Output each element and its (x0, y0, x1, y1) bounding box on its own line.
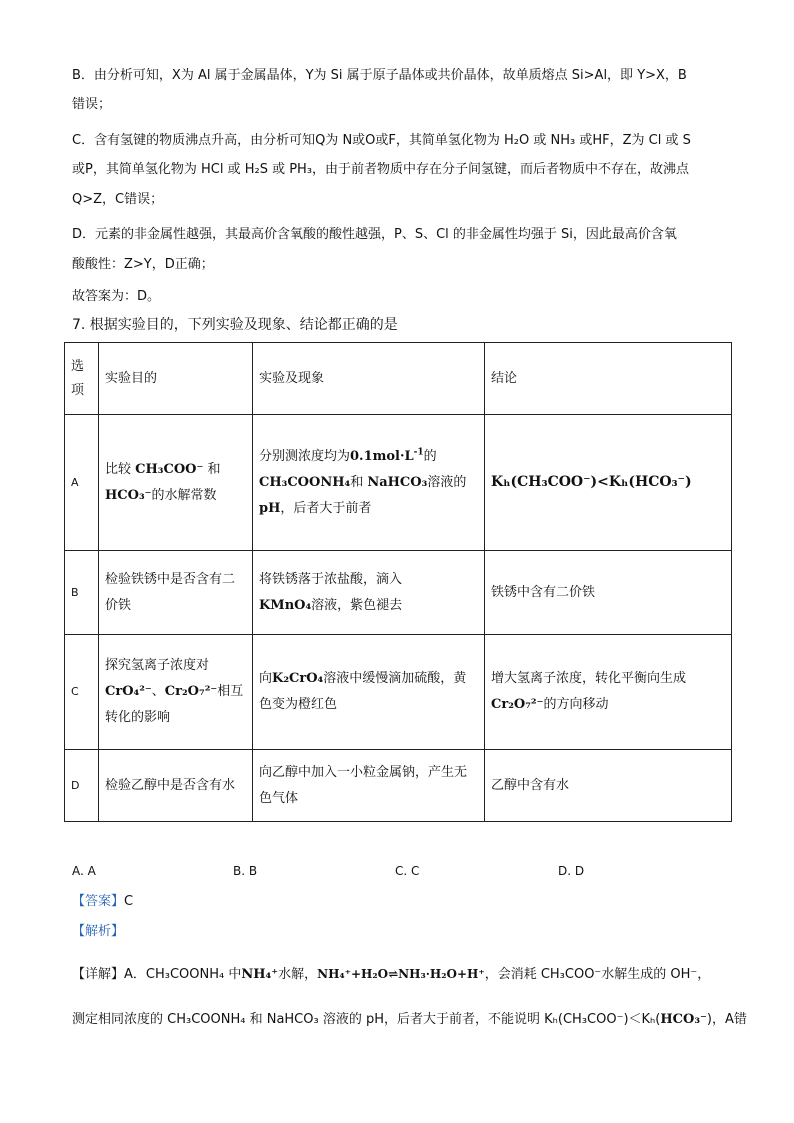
analysis-tag: 【解析】 (72, 924, 125, 939)
row-b-procedure (253, 551, 485, 635)
choice-c[interactable]: C. C (395, 864, 420, 878)
row-a-purpose-post: 的水解常数 (151, 487, 217, 503)
choice-d[interactable]: D. D (558, 864, 585, 878)
formula-hco3-detail: HCO₃⁻ (660, 1012, 707, 1027)
formula-k2cro4: K₂CrO₄ (272, 671, 324, 686)
table-row-b (65, 551, 732, 635)
detail-l1-c: ，会消耗 CH₃COO⁻水解生成的 OH⁻， (484, 967, 711, 982)
row-a-purpose-and: 和 (207, 461, 221, 477)
answer-line (72, 892, 133, 912)
formula-cro4: CrO₄²⁻ (105, 684, 152, 699)
detail-l2-a: 测定相同浓度的 CH₃COONH₄ 和 NaHCO₃ 溶液的 pH，后者大于前者，不能说明 Kₕ(CH₃COO⁻)＜Kₕ( (72, 1012, 661, 1027)
detail-tag: 【详解】 (72, 967, 125, 982)
row-a-purpose (99, 415, 253, 551)
table-row-c (65, 635, 732, 750)
detail-l1-a: A．CH₃COONH₄ 中 (124, 967, 242, 982)
row-d-procedure: 向乙醇中加入一小粒金属钠，产生无色气体 (253, 750, 485, 822)
row-b-proc-1: 将铁锈落于浓盐酸，滴入 (259, 571, 403, 587)
answer-tag: 【答案】 (72, 894, 125, 909)
row-a-proc-and: 和 (350, 474, 364, 490)
detail-l2-b: )，A错 (706, 1012, 747, 1027)
row-c-option: C (65, 635, 99, 750)
choice-b[interactable]: B. B (233, 864, 258, 878)
table-header-row (65, 343, 732, 415)
formula-concentration (350, 449, 424, 464)
row-b-conclusion: 铁锈中含有二价铁 (485, 551, 732, 635)
row-b-proc-2: 溶液，紫色褪去 (311, 597, 403, 613)
analysis-b-line-2: 错误； (72, 97, 112, 112)
row-b-option: B (65, 551, 99, 635)
row-a-conc-exp: -1 (413, 447, 424, 458)
row-c-purpose-2: 相互转化的影响 (105, 684, 244, 725)
row-a-conc-value: 0.1mol·L (350, 448, 414, 464)
formula-hco3: HCO₃⁻ (105, 487, 152, 503)
row-d-conclusion: 乙醇中含有水 (485, 750, 732, 822)
row-c-concl-1: 增大氢离子浓度，转化平衡向生成 (491, 671, 687, 686)
row-a-proc-1: 分别测浓度均为 (259, 448, 351, 464)
analysis-c-line-1: C．含有氢键的物质沸点升高，由分析可知Q为 N或O或F，其简单氢化物为 H₂O 或 NH₃ 或HF，Z为 Cl 或 S (72, 133, 691, 148)
formula-nahco3: NaHCO₃ (367, 474, 428, 490)
row-c-purpose-sep: 、 (151, 684, 165, 699)
row-c-procedure (253, 635, 485, 750)
row-d-purpose: 检验乙醇中是否含有水 (99, 750, 253, 822)
table-row-d (65, 750, 732, 822)
row-c-proc-1: 向 (259, 671, 273, 686)
formula-cr2o7-conclusion: Cr₂O₇²⁻ (491, 697, 544, 712)
analysis-c-line-3: Q>Z，C错误； (72, 192, 164, 207)
row-a-proc-2: 的 (423, 448, 437, 464)
header-purpose: 实验目的 (99, 343, 253, 415)
detail-l1-b: 水解， (278, 967, 318, 982)
row-c-proc-2: 溶液中缓慢滴加硫酸，黄色变为橙红色 (259, 671, 467, 712)
row-c-conclusion (485, 635, 732, 750)
row-a-procedure (253, 415, 485, 551)
row-c-purpose (99, 635, 253, 750)
answer-value: C (124, 894, 134, 909)
formula-a-conclusion: Kₕ(CH₃COO⁻)<Kₕ(HCO₃⁻) (491, 474, 692, 490)
experiment-table (64, 342, 732, 822)
header-conclusion: 结论 (485, 343, 732, 415)
formula-hydrolysis-eq: NH₄⁺+H₂O⇌NH₃·H₂O+H⁺ (317, 967, 485, 981)
answer-conclusion-line: 故答案为：D。 (72, 289, 161, 304)
row-a-purpose-pre: 比较 (105, 461, 132, 477)
analysis-d-line-1: D．元素的非金属性越强，其最高价含氧酸的酸性越强，P、S、Cl 的非金属性均强于 Si，因此最高价含氧 (72, 227, 677, 242)
row-c-concl-2: 的方向移动 (543, 697, 609, 712)
row-a-conclusion (485, 415, 732, 551)
formula-ph: pH (259, 500, 281, 516)
row-c-purpose-1: 探究氢离子浓度对 (105, 658, 210, 673)
header-procedure: 实验及现象 (253, 343, 485, 415)
formula-ch3coonh4: CH₃COONH₄ (259, 474, 351, 490)
analysis-b-line-1: B．由分析可知，X为 Al 属于金属晶体，Y为 Si 属于原子晶体或共价晶体，故单质熔点 Si>Al，即 Y>X，B (72, 68, 687, 83)
formula-kmno4: KMnO₄ (259, 597, 312, 613)
formula-nh4: NH₄⁺ (241, 967, 279, 982)
analysis-d-line-2: 酸酸性：Z>Y，D正确； (72, 257, 214, 272)
detail-line-1 (72, 964, 710, 985)
question-stem: 7. 根据实验目的，下列实验及现象、结论都正确的是 (72, 317, 398, 333)
analysis-c-line-2: 或P，其简单氢化物为 HCl 或 H₂S 或 PH₃，由于前者物质中存在分子间氢键，而后者物质中不存在，故沸点 (72, 162, 690, 177)
row-a-proc-4: ，后者大于前者 (280, 500, 372, 516)
table-row-a (65, 415, 732, 551)
formula-ch3coo: CH₃COO⁻ (135, 461, 204, 477)
detail-line-2 (72, 1010, 747, 1030)
header-option: 选项 (65, 343, 99, 415)
row-a-proc-3: 溶液的 (427, 474, 467, 490)
formula-cr2o7: Cr₂O₇²⁻ (164, 684, 218, 699)
row-b-purpose: 检验铁锈中是否含有二价铁 (99, 551, 253, 635)
row-a-option: A (65, 415, 99, 551)
choice-a[interactable]: A. A (72, 864, 96, 878)
row-d-option: D (65, 750, 99, 822)
